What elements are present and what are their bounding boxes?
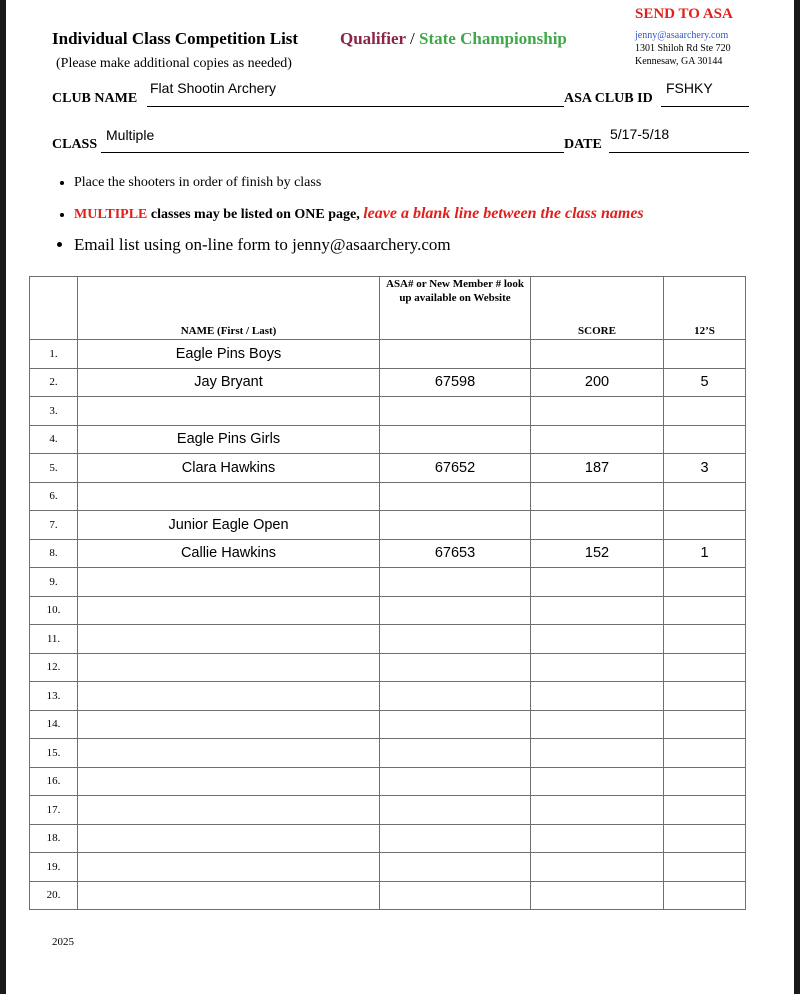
row-number: 19. bbox=[30, 853, 78, 882]
name-cell[interactable] bbox=[78, 397, 380, 426]
instruction-text: Email list using on-line form to jenny@asaarchery.com bbox=[74, 235, 451, 254]
score-cell[interactable] bbox=[531, 653, 664, 682]
asa-number-cell[interactable] bbox=[380, 796, 531, 825]
row-number: 9. bbox=[30, 568, 78, 597]
name-cell[interactable] bbox=[78, 653, 380, 682]
contact-address bbox=[635, 42, 775, 68]
score-cell[interactable] bbox=[531, 425, 664, 454]
score-cell[interactable] bbox=[531, 340, 664, 369]
table-row bbox=[30, 568, 746, 597]
name-cell[interactable] bbox=[78, 682, 380, 711]
asa-number-cell[interactable] bbox=[380, 739, 531, 768]
score-cell[interactable] bbox=[531, 767, 664, 796]
row-number: 10. bbox=[30, 596, 78, 625]
asa-number-cell[interactable] bbox=[380, 568, 531, 597]
score-cell[interactable] bbox=[531, 710, 664, 739]
blank-line-emphasis: leave a blank line between the class names bbox=[363, 205, 644, 222]
name-cell[interactable] bbox=[78, 739, 380, 768]
twelves-cell[interactable]: 1 bbox=[664, 539, 746, 568]
twelves-cell[interactable] bbox=[664, 739, 746, 768]
score-cell[interactable]: 187 bbox=[531, 454, 664, 483]
header-twelves: 12’S bbox=[664, 277, 746, 340]
score-cell[interactable]: 152 bbox=[531, 539, 664, 568]
score-cell[interactable] bbox=[531, 596, 664, 625]
score-cell[interactable] bbox=[531, 853, 664, 882]
club-name-label: CLUB NAME bbox=[52, 91, 138, 106]
name-cell[interactable]: Eagle Pins Girls bbox=[78, 425, 380, 454]
table-row bbox=[30, 796, 746, 825]
name-cell[interactable] bbox=[78, 596, 380, 625]
table-row bbox=[30, 881, 746, 910]
multiple-emphasis: MULTIPLE bbox=[74, 207, 148, 222]
asa-number-cell[interactable] bbox=[380, 340, 531, 369]
table-row bbox=[30, 539, 746, 568]
score-cell[interactable] bbox=[531, 796, 664, 825]
twelves-cell[interactable] bbox=[664, 682, 746, 711]
instruction-item bbox=[74, 201, 644, 232]
table-row bbox=[30, 397, 746, 426]
twelves-cell[interactable] bbox=[664, 397, 746, 426]
asa-number-cell[interactable] bbox=[380, 625, 531, 654]
state-championship-label: State Championship bbox=[419, 29, 567, 48]
name-cell[interactable] bbox=[78, 625, 380, 654]
twelves-cell[interactable]: 3 bbox=[664, 454, 746, 483]
score-cell[interactable]: 200 bbox=[531, 368, 664, 397]
asa-number-cell[interactable] bbox=[380, 682, 531, 711]
contact-email: jenny@asaarchery.com bbox=[635, 30, 729, 41]
score-cell[interactable] bbox=[531, 397, 664, 426]
name-cell[interactable] bbox=[78, 482, 380, 511]
class-label: CLASS bbox=[52, 137, 98, 152]
name-cell[interactable] bbox=[78, 568, 380, 597]
name-cell[interactable]: Eagle Pins Boys bbox=[78, 340, 380, 369]
row-number: 6. bbox=[30, 482, 78, 511]
form-page bbox=[6, 0, 794, 994]
copies-note: (Please make additional copies as needed) bbox=[56, 56, 292, 71]
event-separator: / bbox=[410, 29, 415, 48]
qualifier-label: Qualifier bbox=[340, 29, 406, 48]
date-label: DATE bbox=[564, 137, 602, 152]
header-score: SCORE bbox=[531, 277, 664, 340]
asa-number-cell[interactable] bbox=[380, 710, 531, 739]
twelves-cell[interactable] bbox=[664, 653, 746, 682]
table-row bbox=[30, 710, 746, 739]
row-number: 20. bbox=[30, 881, 78, 910]
row-number: 16. bbox=[30, 767, 78, 796]
address-line-1: 1301 Shiloh Rd Ste 720 bbox=[635, 43, 731, 54]
table-row bbox=[30, 425, 746, 454]
asa-number-cell[interactable]: 67653 bbox=[380, 539, 531, 568]
name-cell[interactable]: Junior Eagle Open bbox=[78, 511, 380, 540]
asa-number-cell[interactable]: 67598 bbox=[380, 368, 531, 397]
row-number: 3. bbox=[30, 397, 78, 426]
table-row bbox=[30, 739, 746, 768]
table-row bbox=[30, 511, 746, 540]
row-number: 15. bbox=[30, 739, 78, 768]
row-number: 2. bbox=[30, 368, 78, 397]
name-cell[interactable] bbox=[78, 710, 380, 739]
name-cell[interactable] bbox=[78, 767, 380, 796]
asa-number-cell[interactable] bbox=[380, 511, 531, 540]
row-number: 18. bbox=[30, 824, 78, 853]
club-name-underline bbox=[147, 106, 564, 107]
row-number: 8. bbox=[30, 539, 78, 568]
table-row bbox=[30, 767, 746, 796]
table-row bbox=[30, 596, 746, 625]
twelves-cell[interactable] bbox=[664, 482, 746, 511]
asa-number-cell[interactable] bbox=[380, 853, 531, 882]
footer-year: 2025 bbox=[52, 936, 74, 948]
asa-number-cell[interactable] bbox=[380, 425, 531, 454]
twelves-cell[interactable] bbox=[664, 710, 746, 739]
row-number: 1. bbox=[30, 340, 78, 369]
score-cell[interactable] bbox=[531, 482, 664, 511]
asa-number-cell[interactable] bbox=[380, 824, 531, 853]
asa-number-cell[interactable] bbox=[380, 397, 531, 426]
instruction-text: Place the shooters in order of finish by class bbox=[74, 175, 322, 190]
asa-number-cell[interactable]: 67652 bbox=[380, 454, 531, 483]
asa-number-cell[interactable] bbox=[380, 881, 531, 910]
score-cell[interactable] bbox=[531, 739, 664, 768]
club-id-label: ASA CLUB ID bbox=[564, 91, 653, 106]
name-cell[interactable]: Callie Hawkins bbox=[78, 539, 380, 568]
twelves-cell[interactable] bbox=[664, 767, 746, 796]
table-row bbox=[30, 368, 746, 397]
row-number: 7. bbox=[30, 511, 78, 540]
competition-table bbox=[29, 276, 746, 910]
asa-number-cell[interactable] bbox=[380, 653, 531, 682]
twelves-cell[interactable] bbox=[664, 796, 746, 825]
twelves-cell[interactable] bbox=[664, 853, 746, 882]
club-id-underline bbox=[661, 106, 749, 107]
name-cell[interactable] bbox=[78, 853, 380, 882]
table-row bbox=[30, 824, 746, 853]
score-cell[interactable] bbox=[531, 824, 664, 853]
row-number: 12. bbox=[30, 653, 78, 682]
twelves-cell[interactable] bbox=[664, 511, 746, 540]
table-row bbox=[30, 625, 746, 654]
row-number: 4. bbox=[30, 425, 78, 454]
instruction-item bbox=[74, 170, 644, 201]
club-id-field[interactable]: FSHKY bbox=[666, 80, 713, 96]
club-name-field[interactable]: Flat Shootin Archery bbox=[150, 80, 277, 96]
twelves-cell[interactable]: 5 bbox=[664, 368, 746, 397]
asa-number-cell[interactable] bbox=[380, 596, 531, 625]
form-title: Individual Class Competition List bbox=[52, 29, 299, 48]
event-type bbox=[340, 29, 567, 49]
twelves-cell[interactable] bbox=[664, 824, 746, 853]
instructions-list bbox=[54, 170, 644, 263]
table-row bbox=[30, 853, 746, 882]
row-number: 13. bbox=[30, 682, 78, 711]
row-number: 5. bbox=[30, 454, 78, 483]
asa-number-cell[interactable] bbox=[380, 767, 531, 796]
address-line-2: Kennesaw, GA 30144 bbox=[635, 56, 723, 67]
name-cell[interactable] bbox=[78, 881, 380, 910]
instruction-text: classes may be listed on ONE page, bbox=[147, 207, 364, 222]
twelves-cell[interactable] bbox=[664, 568, 746, 597]
header-asa-number: ASA# or New Member # look up available on Website bbox=[380, 277, 531, 340]
name-cell[interactable]: Clara Hawkins bbox=[78, 454, 380, 483]
score-cell[interactable] bbox=[531, 682, 664, 711]
twelves-cell[interactable] bbox=[664, 340, 746, 369]
date-field[interactable]: 5/17-5/18 bbox=[610, 126, 670, 142]
name-cell[interactable] bbox=[78, 796, 380, 825]
row-number: 11. bbox=[30, 625, 78, 654]
table-row bbox=[30, 340, 746, 369]
table-row bbox=[30, 482, 746, 511]
header-number bbox=[30, 277, 78, 340]
twelves-cell[interactable] bbox=[664, 425, 746, 454]
row-number: 17. bbox=[30, 796, 78, 825]
table-row bbox=[30, 653, 746, 682]
header-name: NAME (First / Last) bbox=[78, 277, 380, 340]
table-row bbox=[30, 454, 746, 483]
name-cell[interactable] bbox=[78, 824, 380, 853]
asa-number-cell[interactable] bbox=[380, 482, 531, 511]
date-underline bbox=[609, 152, 749, 153]
table-header-row bbox=[30, 277, 746, 340]
twelves-cell[interactable] bbox=[664, 881, 746, 910]
score-cell[interactable] bbox=[531, 881, 664, 910]
class-field[interactable]: Multiple bbox=[106, 127, 155, 143]
twelves-cell[interactable] bbox=[664, 625, 746, 654]
twelves-cell[interactable] bbox=[664, 596, 746, 625]
table-row bbox=[30, 682, 746, 711]
score-cell[interactable] bbox=[531, 625, 664, 654]
class-underline bbox=[101, 152, 564, 153]
instruction-item bbox=[74, 232, 644, 263]
name-cell[interactable]: Jay Bryant bbox=[78, 368, 380, 397]
row-number: 14. bbox=[30, 710, 78, 739]
score-cell[interactable] bbox=[531, 568, 664, 597]
score-cell[interactable] bbox=[531, 511, 664, 540]
send-to-heading: SEND TO ASA bbox=[635, 6, 733, 22]
